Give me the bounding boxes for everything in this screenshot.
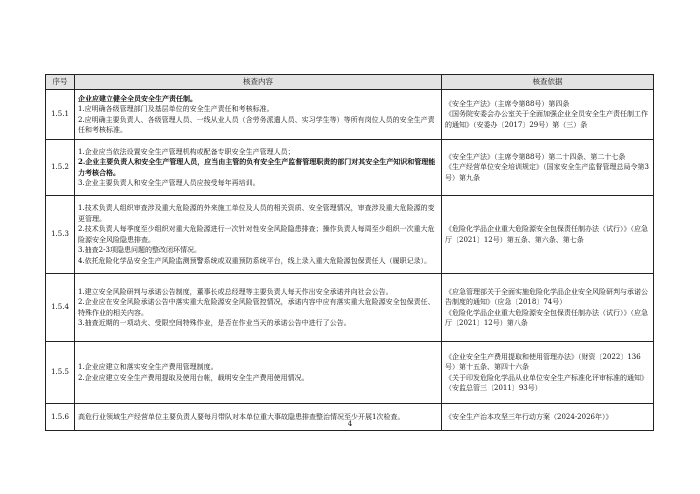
content-line: 4.依托危险化学品安全生产风险监测预警系统或双重预防系统平台，线上录入重大危险源包保责任人（履职记录）。 (78, 256, 432, 265)
content-line: 企业应建立健全全员安全生产责任制。 (78, 93, 197, 103)
row-number: 1.5.1 (46, 90, 75, 140)
content-line: 1.技术负责人组织审查涉及重大危险源的外来施工单位及人员的相关资质、安全管理情况，审查涉及重大危险源的变更管理。 (78, 204, 435, 223)
table-row (46, 90, 654, 140)
row-number: 1.5.2 (46, 140, 75, 196)
basis-line: 《危险化学品企业重大危险源安全包保责任制办法（试行）》（应急厅〔2021〕12号）第八条 (445, 308, 648, 327)
header-basis: 核查依据 (442, 75, 654, 90)
row-number: 1.5.5 (46, 342, 75, 404)
header-content: 核查内容 (75, 75, 442, 90)
check-basis (442, 196, 654, 274)
check-basis (442, 342, 654, 404)
content-line: 1.企业应建立和落实安全生产费用管理制度。 (78, 363, 218, 371)
basis-line: 《国务院安委会办公室关于全面加强企业全员安全生产责任制工作的通知》（安委办〔2017〕29号）第（三）条 (445, 110, 648, 129)
basis-line: 《生产经营单位安全培训规定》（国家安全生产监督管理总局令第3号）第九条 (445, 163, 649, 182)
basis-line: 《安全生产法》（主席令第88号）第四条 (445, 99, 570, 108)
inspection-table (45, 74, 654, 431)
check-content (75, 274, 442, 342)
content-line: 高危行业领域生产经营单位主要负责人要每月带队对本单位重大事故隐患排查整治情况至少开展1次检查。 (78, 412, 405, 421)
check-content (75, 342, 442, 404)
content-line: 1.企业应当依法设置安全生产管理机构或配备专职安全生产管理人员； (78, 147, 295, 156)
content-line: 2.技术负责人每季度至少组织对重大危险源进行一次针对性安全风险隐患排查；操作负责人每周至少组织一次重大危险源安全风险隐患排查。 (78, 225, 435, 244)
table-row (46, 196, 654, 274)
table-row (46, 274, 654, 342)
table-header-row (46, 75, 654, 90)
content-line: 1.建立安全风险研判与承诺公告制度，董事长或总经理等主要负责人每天作出安全承诺并向社会公告。 (78, 287, 393, 296)
page-number: 4 (347, 420, 353, 428)
basis-line: 《关于印发危险化学品从业单位安全生产标准化评审标准的通知》（安监总管三〔2011〕93号） (445, 373, 648, 392)
check-content (75, 140, 442, 196)
check-content (75, 90, 442, 140)
row-number: 1.5.3 (46, 196, 75, 274)
basis-line: 《安全生产法》（主席令第88号）第二十四条、第二十七条 (445, 152, 626, 161)
check-basis (442, 274, 654, 342)
basis-line: 《危险化学品企业重大危险源安全包保责任制办法（试行）》（应急厅〔2021〕12号）第五条、第六条、第七条 (445, 225, 648, 244)
content-line: 1.应明确各级管理部门及基层单位的安全生产责任和考核标准。 (78, 105, 274, 113)
basis-line: 《企业安全生产费用提取和使用管理办法》（财资〔2022〕136号）第十五条、第四十六条 (445, 352, 641, 371)
content-line: 2.企业主要负责人和安全生产管理人员，应当由主管的负有安全生产监督管理职责的部门对其安全生产知识和管理能力考核合格。 (78, 157, 436, 177)
content-line: 3.抽查2-3项隐患问题的整改闭环情况。 (78, 246, 201, 254)
basis-line: 《安全生产治本攻坚三年行动方案（2024-2026年）》 (445, 412, 613, 421)
check-basis (442, 140, 654, 196)
table-row (46, 140, 654, 196)
content-line: 2.企业应建立安全生产费用提取及使用台帐，载明安全生产费用使用情况。 (78, 373, 309, 382)
content-line: 3.企业主要负责人和安全生产管理人员应按受每年再培训。 (78, 179, 260, 187)
content-line: 2.应明确主要负责人、各级管理人员、一线从业人员（含劳务派遣人员、实习学生等）等所有岗位人员的安全生产责任和考核标准。 (78, 115, 435, 134)
row-number: 1.5.6 (46, 404, 75, 431)
row-number: 1.5.4 (46, 274, 75, 342)
check-content (75, 196, 442, 274)
check-basis (442, 90, 654, 140)
content-line: 3.抽查近期的一项动火、受限空间特殊作业，是否在作业当天的承诺公告中进行了公告。 (78, 319, 351, 327)
header-no: 序号 (46, 75, 75, 90)
content-line: 2.企业应在安全风险承诺公告中落实重大危险源安全风险管控情况，承诺内容中应有落实重大危险源安全包保责任、特殊作业的相关内容。 (78, 298, 435, 317)
basis-line: 《应急管理部关于全面实施危险化学品企业安全风险研判与承诺公告制度的通知》（应急〔2018〕74号） (445, 287, 648, 306)
table-row (46, 342, 654, 404)
